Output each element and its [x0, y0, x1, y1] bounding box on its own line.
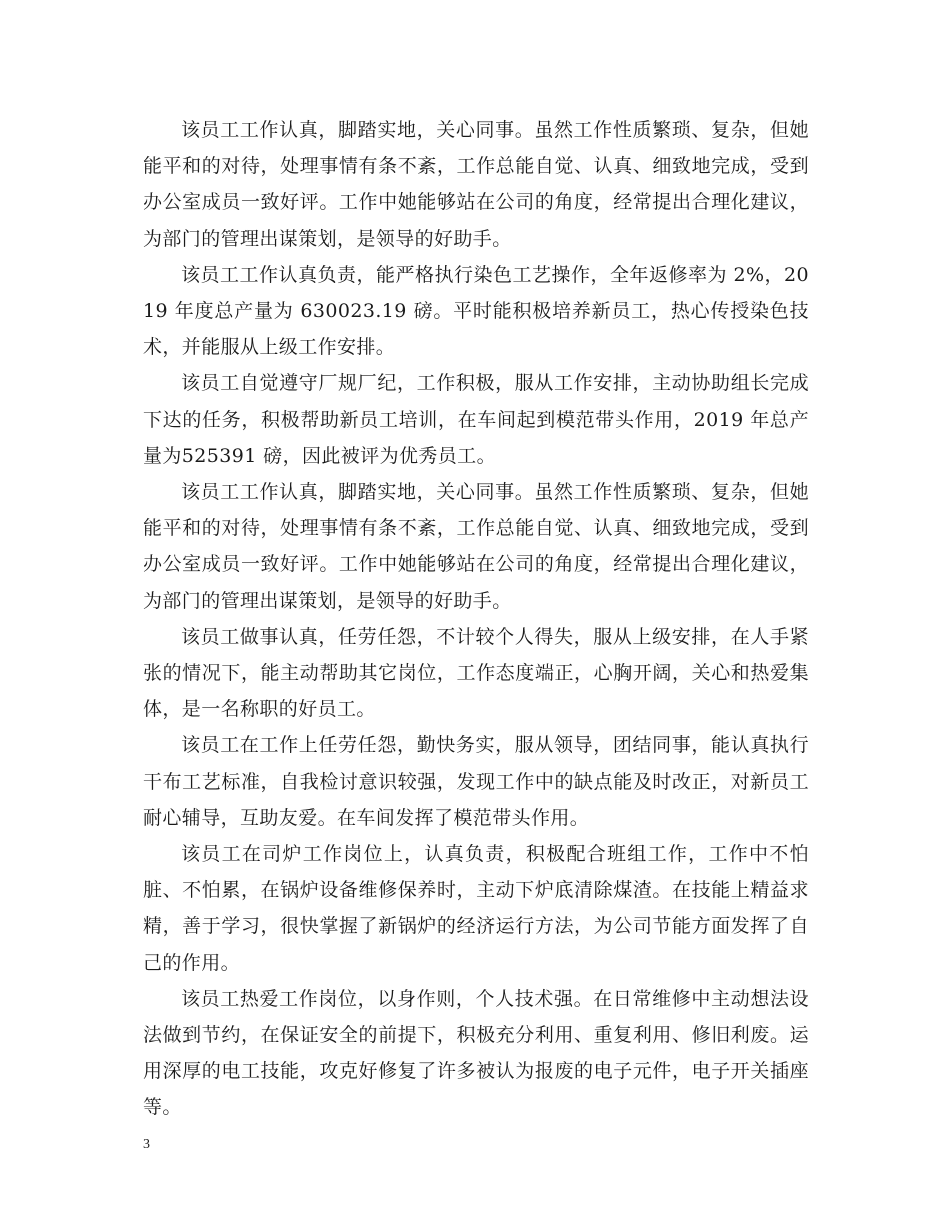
paragraph-6: 该员工在工作上任劳任怨，勤快务实，服从领导，团结同事，能认真执行干布工艺标准，自我检讨意识较强，发现工作中的缺点能及时改正，对新员工耐心辅导，互助友爱。在车间发挥了模范带头作用。 [143, 734, 809, 829]
document-body [143, 112, 809, 1126]
paragraph-7: 该员工在司炉工作岗位上，认真负责，积极配合班组工作，工作中不怕脏、不怕累，在锅炉设备维修保养时，主动下炉底清除煤渣。在技能上精益求精，善于学习，很快掌握了新锅炉的经济运行方法，为公司节能方面发挥了自己的作用。 [143, 843, 809, 974]
paragraph-5: 该员工做事认真，任劳任怨，不计较个人得失，服从上级安排，在人手紧张的情况下，能主动帮助其它岗位，工作态度端正，心胸开阔，关心和热爱集体，是一名称职的好员工。 [143, 625, 809, 721]
paragraph-4: 该员工工作认真，脚踏实地，关心同事。虽然工作性质繁琐、复杂，但她能平和的对待，处理事情有条不紊，工作总能自觉、认真、细致地完成，受到办公室成员一致好评。工作中她能够站在公司的角度，经常提出合理化建议，为部门的管理出谋策划，是领导的好助手。 [143, 481, 809, 612]
paragraph-8: 该员工热爱工作岗位，以身作则，个人技术强。在日常维修中主动想法设法做到节约，在保证安全的前提下，积极充分利用、重复利用、修旧利废。运用深厚的电工技能，攻克好修复了许多被认为报废的电子元件，电子开关插座等。 [143, 987, 809, 1119]
paragraph-3: 该员工自觉遵守厂规厂纪，工作积极，服从工作安排，主动协助组长完成下达的任务，积极帮助新员工培训，在车间起到模范带头作用，2019 年总产量为525391 磅，因此被评为优秀员工。 [143, 372, 809, 467]
page-number: 3 [143, 1137, 150, 1152]
paragraph-2: 该员工工作认真负责，能严格执行染色工艺操作，全年返修率为 2%，2019 年度总产量为 630023.19 磅。平时能积极培养新员工，热心传授染色技术，并能服从上级工作安排。 [143, 263, 809, 359]
paragraph-1: 该员工工作认真，脚踏实地，关心同事。虽然工作性质繁琐、复杂，但她能平和的对待，处理事情有条不紊，工作总能自觉、认真、细致地完成，受到办公室成员一致好评。工作中她能够站在公司的角度，经常提出合理化建议，为部门的管理出谋策划，是领导的好助手。 [143, 119, 809, 250]
